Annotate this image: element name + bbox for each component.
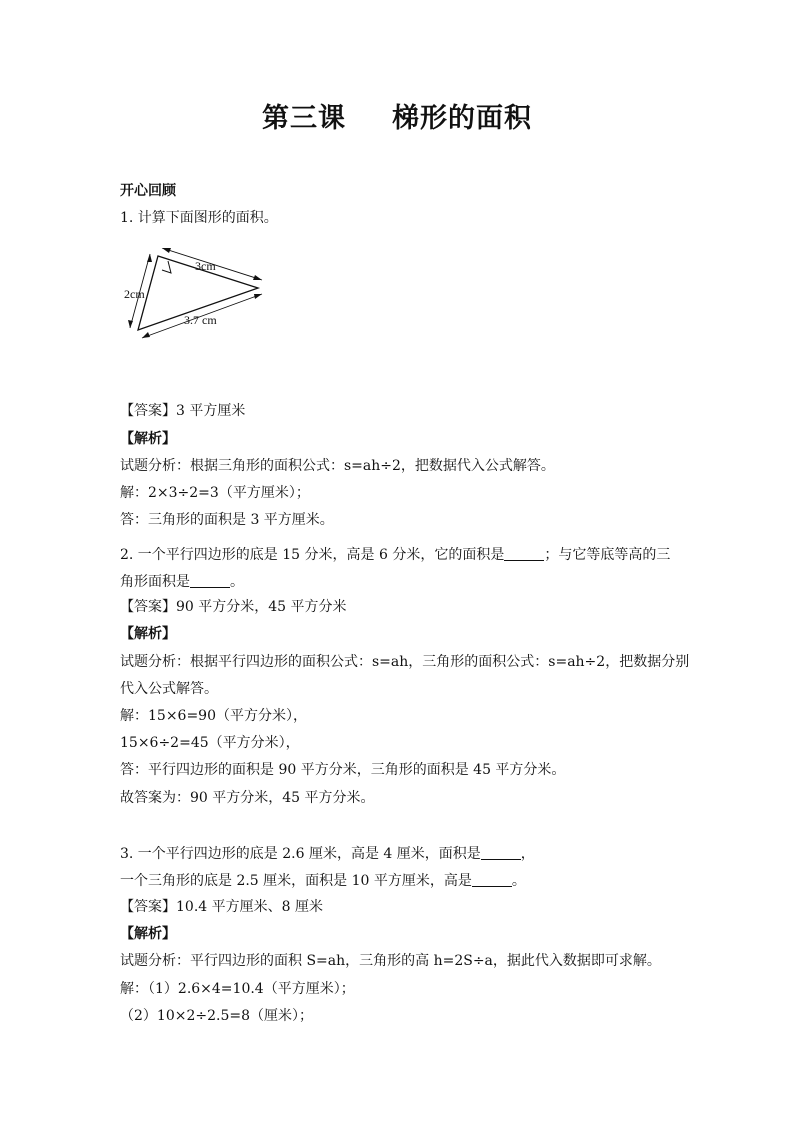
q2-final: 故答案为：90 平方分米，45 平方分米。: [120, 790, 375, 806]
q3-question-c: 一个三角形的底是 2.5 厘米，面积是 10 平方厘米，高是: [120, 873, 472, 889]
q2-question-line1: [120, 546, 670, 563]
q3-question-a: 3. 一个平行四边形的底是 2.6 厘米，高是 4 厘米，面积是: [120, 846, 481, 862]
label-3-7cm: 3.7 cm: [184, 313, 217, 327]
q3-question-d: 。: [511, 873, 526, 889]
q1-analysis: 试题分析：根据三角形的面积公式：s=ah÷2，把数据代入公式解答。: [120, 458, 555, 474]
right-triangle-figure: [118, 248, 268, 348]
q3-question-line2: [120, 872, 526, 889]
q2-solution-2: 15×6÷2=45（平方分米），: [120, 735, 300, 751]
page-title: [0, 96, 794, 135]
q2-analysis-heading: 【解析】: [120, 626, 176, 642]
q1-question: 1. 计算下面图形的面积。: [120, 210, 278, 226]
section-heading: 开心回顾: [120, 183, 176, 199]
answer-blank: [481, 845, 521, 860]
q1-answer: 【答案】3 平方厘米: [120, 403, 246, 419]
title-lesson: 第三课: [262, 103, 346, 134]
q2-solution-1: 解：15×6=90（平方分米），: [120, 708, 307, 724]
q2-question-c: 角形面积是: [120, 574, 190, 590]
q1-analysis-heading: 【解析】: [120, 431, 176, 447]
q1-reply: 答：三角形的面积是 3 平方厘米。: [120, 512, 334, 528]
q2-question-a: 2. 一个平行四边形的底是 15 分米，高是 6 分米，它的面积是: [120, 547, 505, 563]
label-2cm: 2cm: [124, 287, 145, 301]
right-angle-mark: [162, 261, 171, 273]
answer-blank: [504, 546, 544, 561]
answer-blank: [472, 872, 512, 887]
label-3cm: 3cm: [195, 259, 216, 273]
q2-analysis-1: 试题分析：根据平行四边形的面积公式：s=ah，三角形的面积公式：s=ah÷2，把数据分别: [120, 654, 690, 670]
q3-question-line1: [120, 845, 535, 862]
q2-question-d: 。: [230, 574, 244, 590]
q3-answer: 【答案】10.4 平方厘米、8 厘米: [120, 899, 323, 915]
q2-analysis-2: 代入公式解答。: [120, 681, 218, 697]
q3-analysis-heading: 【解析】: [120, 926, 176, 942]
q2-question-b: ；与它等底等高的三: [544, 547, 671, 563]
q1-solution: 解：2×3÷2=3（平方厘米）；: [120, 485, 310, 501]
q2-question-line2: [120, 573, 244, 590]
q3-analysis: 试题分析：平行四边形的面积 S=ah，三角形的高 h=2S÷a，据此代入数据即可求解。: [120, 953, 661, 969]
q3-solution-1: 解：（1）2.6×4=10.4（平方厘米）；: [120, 981, 355, 997]
title-topic: 梯形的面积: [392, 103, 532, 134]
q2-reply: 答：平行四边形的面积是 90 平方分米，三角形的面积是 45 平方分米。: [120, 762, 566, 778]
q2-answer: 【答案】90 平方分米，45 平方分米: [120, 599, 347, 615]
answer-blank: [190, 573, 230, 588]
q3-solution-2: （2）10×2÷2.5=8（厘米）；: [120, 1008, 313, 1024]
q3-question-b: ，: [520, 846, 535, 862]
